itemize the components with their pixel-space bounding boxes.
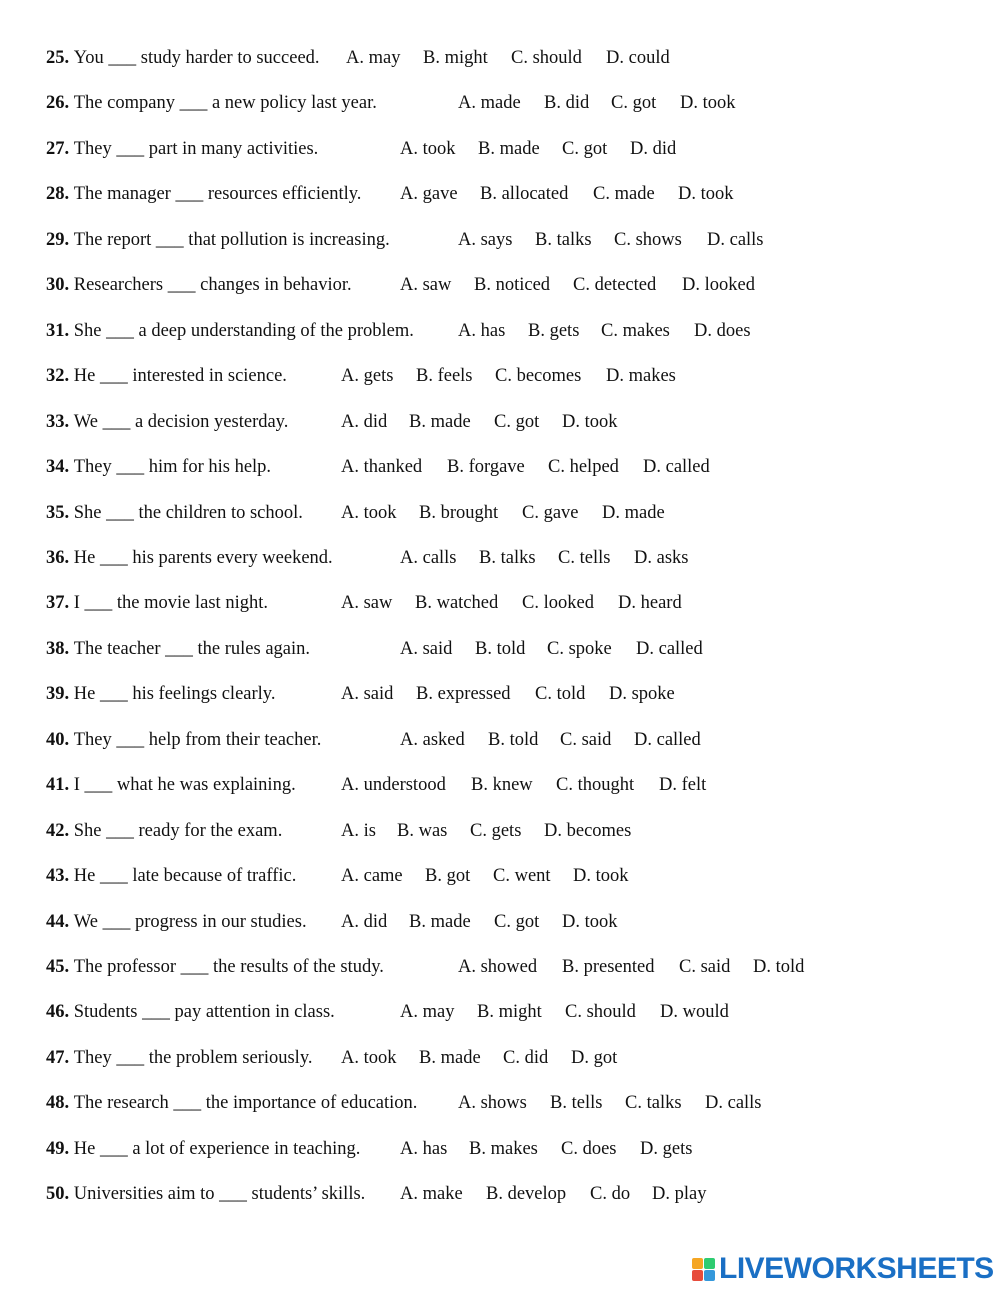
answer-option-d[interactable]: D. becomes bbox=[544, 820, 632, 841]
answer-option-a[interactable]: A. took bbox=[341, 1047, 397, 1068]
answer-option-d[interactable]: D. asks bbox=[634, 547, 689, 568]
answer-option-a[interactable]: A. did bbox=[341, 911, 388, 932]
question-number: 41. bbox=[46, 775, 74, 796]
question-30 bbox=[46, 274, 946, 296]
answer-option-c[interactable]: C. got bbox=[611, 93, 657, 114]
answer-option-b[interactable]: B. told bbox=[488, 729, 539, 750]
answer-option-d[interactable]: D. took bbox=[562, 911, 618, 932]
question-number: 47. bbox=[46, 1047, 74, 1068]
answer-option-a[interactable]: A. understood bbox=[341, 775, 446, 796]
answer-option-b[interactable]: B. presented bbox=[562, 957, 655, 977]
answer-option-b[interactable]: B. might bbox=[477, 1002, 542, 1023]
answer-option-c[interactable]: C. gave bbox=[522, 502, 579, 523]
question-36 bbox=[46, 547, 946, 569]
answer-option-d[interactable]: D. got bbox=[571, 1047, 618, 1068]
question-47 bbox=[46, 1047, 946, 1069]
question-33 bbox=[46, 411, 946, 433]
question-number: 44. bbox=[46, 911, 74, 932]
question-stem: She ___ ready for the exam. bbox=[73, 820, 283, 841]
answer-option-b[interactable]: B. expressed bbox=[416, 684, 511, 705]
question-number: 30. bbox=[46, 275, 74, 296]
question-stem: He ___ his feelings clearly. bbox=[73, 684, 276, 705]
answer-option-c[interactable]: C. makes bbox=[601, 320, 670, 341]
answer-option-a[interactable]: A. made bbox=[458, 93, 521, 114]
answer-option-b[interactable]: B. talks bbox=[535, 229, 592, 250]
question-28 bbox=[46, 183, 946, 205]
question-stem: The report ___ that pollution is increasing. bbox=[73, 229, 390, 250]
answer-option-c[interactable]: C. helped bbox=[548, 457, 619, 478]
question-stem: The research ___ the importance of education. bbox=[73, 1093, 418, 1114]
answer-option-a[interactable]: A. gets bbox=[341, 366, 394, 387]
question-stem: They ___ part in many activities. bbox=[73, 138, 319, 159]
answer-option-c[interactable]: C. got bbox=[494, 911, 540, 932]
answer-option-b[interactable]: B. made bbox=[409, 411, 471, 432]
answer-option-c[interactable]: C. said bbox=[560, 729, 612, 750]
question-40 bbox=[46, 729, 946, 751]
question-number: 29. bbox=[46, 229, 74, 250]
answer-option-a[interactable]: A. saw bbox=[341, 593, 393, 614]
question-26 bbox=[46, 92, 946, 114]
question-34 bbox=[46, 456, 946, 478]
answer-option-b[interactable]: B. tells bbox=[550, 1093, 603, 1114]
answer-option-c[interactable]: C. does bbox=[561, 1138, 617, 1159]
question-stem: He ___ his parents every weekend. bbox=[73, 547, 333, 568]
question-49 bbox=[46, 1138, 946, 1160]
answer-option-a[interactable]: A. has bbox=[458, 320, 506, 341]
answer-option-d[interactable]: D. spoke bbox=[609, 684, 675, 705]
answer-option-d[interactable]: D. told bbox=[753, 957, 805, 977]
question-number: 32. bbox=[46, 366, 74, 387]
answer-option-b[interactable]: B. noticed bbox=[474, 275, 551, 296]
answer-option-b[interactable]: B. made bbox=[409, 911, 471, 932]
question-39 bbox=[46, 683, 946, 705]
question-31 bbox=[46, 320, 946, 342]
answer-option-d[interactable]: D. play bbox=[652, 1184, 707, 1205]
answer-option-b[interactable]: B. made bbox=[478, 138, 540, 159]
question-number: 34. bbox=[46, 457, 74, 478]
answer-option-d[interactable]: D. took bbox=[678, 184, 734, 205]
answer-option-c[interactable]: C. said bbox=[679, 957, 731, 977]
question-stem: Students ___ pay attention in class. bbox=[73, 1002, 335, 1023]
answer-option-c[interactable]: C. detected bbox=[573, 275, 657, 296]
question-stem: Researchers ___ changes in behavior. bbox=[73, 275, 352, 296]
answer-option-a[interactable]: A. is bbox=[341, 820, 376, 841]
question-number: 50. bbox=[46, 1184, 74, 1205]
answer-option-b[interactable]: B. knew bbox=[471, 775, 533, 796]
logo-square-4 bbox=[704, 1270, 715, 1281]
answer-option-c[interactable]: C. made bbox=[593, 184, 655, 205]
answer-option-b[interactable]: B. makes bbox=[469, 1138, 538, 1159]
question-44 bbox=[46, 911, 946, 933]
answer-option-d[interactable]: D. called bbox=[636, 638, 703, 659]
question-stem: The professor ___ the results of the study. bbox=[73, 957, 384, 977]
question-number: 31. bbox=[46, 320, 74, 341]
question-stem: You ___ study harder to succeed. bbox=[73, 48, 320, 68]
question-45 bbox=[46, 956, 946, 978]
question-number: 26. bbox=[46, 93, 74, 114]
answer-option-c[interactable]: C. shows bbox=[614, 229, 682, 250]
question-stem: I ___ what he was explaining. bbox=[73, 775, 296, 796]
question-stem: They ___ the problem seriously. bbox=[73, 1047, 313, 1068]
answer-option-b[interactable]: B. was bbox=[397, 820, 448, 841]
answer-option-b[interactable]: B. gets bbox=[528, 320, 580, 341]
question-41 bbox=[46, 774, 946, 796]
question-42 bbox=[46, 820, 946, 842]
question-number: 36. bbox=[46, 547, 74, 568]
answer-option-b[interactable]: B. got bbox=[425, 866, 471, 887]
liveworksheets-logo[interactable] bbox=[692, 1254, 994, 1284]
question-number: 37. bbox=[46, 593, 74, 614]
answer-option-a[interactable]: A. thanked bbox=[341, 457, 423, 478]
answer-option-d[interactable]: D. would bbox=[660, 1002, 729, 1023]
question-stem: They ___ him for his help. bbox=[73, 457, 272, 478]
answer-option-c[interactable]: C. went bbox=[493, 866, 551, 887]
answer-option-a[interactable]: A. asked bbox=[400, 729, 465, 750]
answer-option-c[interactable]: C. should bbox=[565, 1002, 636, 1023]
question-stem: I ___ the movie last night. bbox=[73, 593, 268, 614]
answer-option-a[interactable]: A. said bbox=[341, 684, 394, 705]
answer-option-d[interactable]: D. calls bbox=[705, 1093, 762, 1114]
question-number: 38. bbox=[46, 638, 74, 659]
answer-option-d[interactable]: D. called bbox=[643, 457, 710, 478]
answer-option-c[interactable]: C. got bbox=[494, 411, 540, 432]
answer-option-d[interactable]: D. took bbox=[573, 866, 629, 887]
logo-text: LIVEWORKSHEETS bbox=[719, 1252, 994, 1285]
question-46 bbox=[46, 1001, 946, 1023]
liveworksheets-logo-icon bbox=[692, 1258, 715, 1281]
question-29 bbox=[46, 229, 946, 251]
answer-option-b[interactable]: B. brought bbox=[419, 502, 499, 523]
question-stem: He ___ a lot of experience in teaching. bbox=[73, 1138, 361, 1159]
answer-option-c[interactable]: C. told bbox=[535, 684, 586, 705]
answer-option-b[interactable]: B. watched bbox=[415, 593, 499, 614]
question-stem: Universities aim to ___ students’ skills. bbox=[73, 1184, 366, 1205]
question-number: 42. bbox=[46, 820, 74, 841]
answer-option-b[interactable]: B. forgave bbox=[447, 457, 525, 478]
answer-option-a[interactable]: A. has bbox=[400, 1138, 448, 1159]
answer-option-d[interactable]: D. took bbox=[680, 93, 736, 114]
question-stem: She ___ the children to school. bbox=[73, 502, 303, 523]
answer-option-b[interactable]: B. feels bbox=[416, 366, 473, 387]
answer-option-d[interactable]: D. does bbox=[694, 320, 751, 341]
logo-square-2 bbox=[704, 1258, 715, 1269]
question-stem: He ___ late because of traffic. bbox=[73, 866, 297, 887]
answer-option-a[interactable]: A. came bbox=[341, 866, 403, 887]
question-number: 25. bbox=[46, 48, 74, 68]
question-number: 27. bbox=[46, 138, 74, 159]
question-number: 33. bbox=[46, 411, 74, 432]
answer-option-c[interactable]: C. talks bbox=[625, 1093, 682, 1114]
question-stem: We ___ progress in our studies. bbox=[73, 911, 307, 932]
answer-option-b[interactable]: B. develop bbox=[486, 1184, 567, 1205]
answer-option-b[interactable]: B. did bbox=[544, 93, 590, 114]
answer-option-d[interactable]: D. makes bbox=[606, 366, 676, 387]
question-number: 43. bbox=[46, 866, 74, 887]
question-stem: The teacher ___ the rules again. bbox=[73, 638, 311, 659]
answer-option-b[interactable]: B. made bbox=[419, 1047, 481, 1068]
answer-option-a[interactable]: A. took bbox=[400, 138, 456, 159]
question-38 bbox=[46, 638, 946, 660]
answer-option-a[interactable]: A. calls bbox=[400, 547, 457, 568]
answer-option-a[interactable]: A. saw bbox=[400, 275, 452, 296]
answer-option-a[interactable]: A. may bbox=[400, 1002, 455, 1023]
question-stem: The manager ___ resources efficiently. bbox=[73, 184, 362, 205]
question-number: 48. bbox=[46, 1093, 74, 1114]
answer-option-d[interactable]: D. could bbox=[606, 48, 670, 68]
question-number: 40. bbox=[46, 729, 74, 750]
question-43 bbox=[46, 865, 946, 887]
answer-option-b[interactable]: B. might bbox=[423, 48, 488, 68]
answer-option-c[interactable]: C. should bbox=[511, 48, 582, 68]
answer-option-a[interactable]: A. says bbox=[458, 229, 513, 250]
answer-option-a[interactable]: A. said bbox=[400, 638, 453, 659]
logo-square-3 bbox=[692, 1270, 703, 1281]
question-stem: The company ___ a new policy last year. bbox=[73, 93, 377, 114]
answer-option-c[interactable]: C. spoke bbox=[547, 638, 612, 659]
question-35 bbox=[46, 502, 946, 524]
question-stem: She ___ a deep understanding of the problem. bbox=[73, 320, 414, 341]
answer-option-a[interactable]: A. shows bbox=[458, 1093, 527, 1114]
logo-square-1 bbox=[692, 1258, 703, 1269]
answer-option-a[interactable]: A. may bbox=[346, 48, 401, 68]
answer-option-c[interactable]: C. got bbox=[562, 138, 608, 159]
answer-option-d[interactable]: D. called bbox=[634, 729, 701, 750]
question-stem: He ___ interested in science. bbox=[73, 366, 287, 387]
answer-option-c[interactable]: C. gets bbox=[470, 820, 522, 841]
answer-option-c[interactable]: C. thought bbox=[556, 775, 635, 796]
answer-option-a[interactable]: A. did bbox=[341, 411, 388, 432]
answer-option-d[interactable]: D. looked bbox=[682, 275, 755, 296]
answer-option-a[interactable]: A. gave bbox=[400, 184, 458, 205]
question-32 bbox=[46, 365, 946, 387]
question-37 bbox=[46, 592, 946, 614]
question-number: 35. bbox=[46, 502, 74, 523]
answer-option-b[interactable]: B. told bbox=[475, 638, 526, 659]
question-number: 28. bbox=[46, 184, 74, 205]
question-25 bbox=[46, 47, 946, 69]
answer-option-d[interactable]: D. gets bbox=[640, 1138, 693, 1159]
question-50 bbox=[46, 1183, 946, 1205]
answer-option-a[interactable]: A. took bbox=[341, 502, 397, 523]
question-stem: They ___ help from their teacher. bbox=[73, 729, 322, 750]
question-48 bbox=[46, 1092, 946, 1114]
answer-option-a[interactable]: A. showed bbox=[458, 957, 538, 977]
question-number: 45. bbox=[46, 957, 74, 977]
answer-option-b[interactable]: B. talks bbox=[479, 547, 536, 568]
answer-option-a[interactable]: A. make bbox=[400, 1184, 463, 1205]
question-number: 46. bbox=[46, 1002, 74, 1023]
answer-option-d[interactable]: D. did bbox=[630, 138, 677, 159]
answer-option-d[interactable]: D. calls bbox=[707, 229, 764, 250]
answer-option-d[interactable]: D. felt bbox=[659, 775, 707, 796]
question-stem: We ___ a decision yesterday. bbox=[73, 411, 289, 432]
answer-option-c[interactable]: C. becomes bbox=[495, 366, 582, 387]
question-number: 49. bbox=[46, 1138, 74, 1159]
answer-option-d[interactable]: D. heard bbox=[618, 593, 682, 614]
answer-option-d[interactable]: D. took bbox=[562, 411, 618, 432]
answer-option-c[interactable]: C. did bbox=[503, 1047, 549, 1068]
answer-option-b[interactable]: B. allocated bbox=[480, 184, 569, 205]
question-number: 39. bbox=[46, 684, 74, 705]
answer-option-c[interactable]: C. tells bbox=[558, 547, 611, 568]
answer-option-d[interactable]: D. made bbox=[602, 502, 665, 523]
question-27 bbox=[46, 138, 946, 160]
answer-option-c[interactable]: C. looked bbox=[522, 593, 594, 614]
answer-option-c[interactable]: C. do bbox=[590, 1184, 631, 1205]
